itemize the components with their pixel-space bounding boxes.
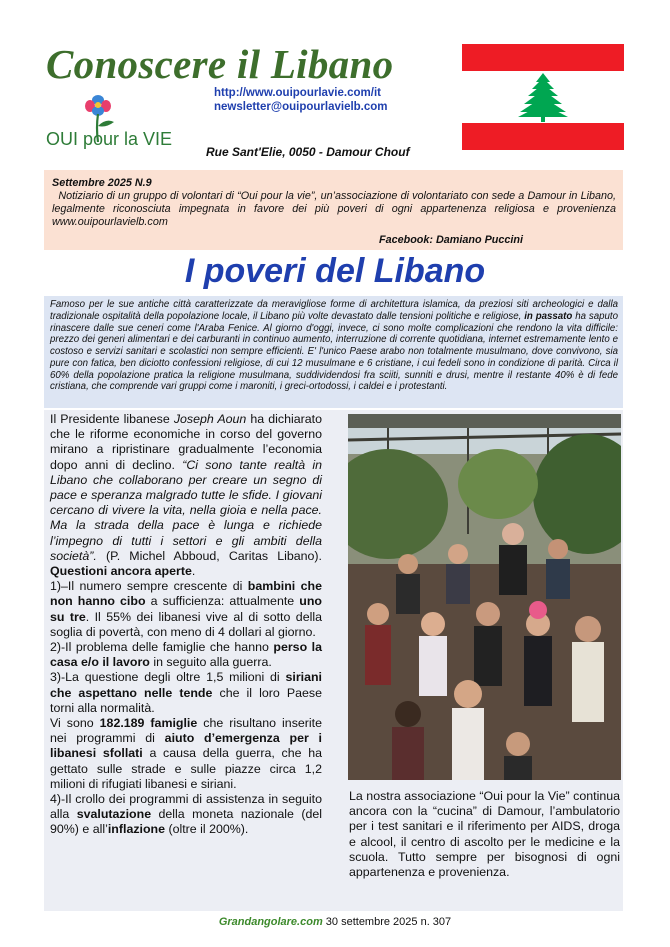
paragraph-children: 1)–Il numero sempre crescente di bambini che non hanno cibo a sufficienza: attualmente uno su tre. Il 55% dei libanesi vive al di sotto della soglia di povertà, con meno di 4 dollari al giorno. — [50, 579, 322, 639]
paragraph-families: 2)-Il problema delle famiglie che hanno perso la casa e/o il lavoro in seguito alla guerra. — [50, 640, 322, 670]
paragraph-president: Il Presidente libanese Joseph Aoun ha dichiarato che le riforme economiche in corso del governo mirano a ripristinare gradualmente l’economia dopo anni di declino. “Ci sono tante realtà in Libano che collaborano per creare un segno di pace e speranza malgrado tutte le sfide. I giovani cercano di vivere la vita, nella gioia e nella pace. Ma la strada della pace è lunga e richiede l’impegno di tutti i settori e gli ambiti della società”. (P. Michel Abboud, Caritas Libano). Questioni ancora aperte. — [50, 412, 322, 579]
page-footer — [0, 916, 670, 928]
logo-wordmark: OUI pour la VIE — [46, 129, 173, 149]
issue-label: Settembre 2025 N.9 — [52, 177, 152, 189]
facebook-credit: Facebook: Damiano Puccini — [379, 234, 523, 246]
article-right-column: La nostra associazione “Oui pour la Vie” continua ancora con la “cucina” di Damour, l’ambulatorio per i test sanitari e il riferimento per AIDS, droga e alcool, il centro di ascolto per le medicine e la scuola. Tutto sempre per bisognosi di ogni appartenenza e provenienza. — [349, 789, 620, 880]
article-summary: Famoso per le sue antiche città caratterizzate da meravigliose forme di architettura islamica, da preziosi siti archeologici e dalla tradizionale ospitalità della popolazione locale, il Libano più volte devastato dalle tensioni politiche e religiose, in passato ha saputo rinascere dalle sue ceneri come l'Araba Fenice. Al giorno d'oggi, invece, ci sono molte complicazioni che rendono la vita difficile: prezzo dei generi alimentari e dei carburanti in continuo aumento, interruzione di corrente quotidiana, internet estremamente lento e costoso e servizi sanitari e scolastici non sempre efficienti. E' l'unico Paese arabo non totalmente musulmano, dove convivono, sia pure con fatica, ben diciotto confessioni religiose, di cui 12 musulmane e 6 cristiane, i cui fedeli sono in condizione di parità. Circa il 60% della popolazione pratica la religione musulmana, suddividendosi fra sciiti, sunniti e drusi, mentre il restante 40% è di fede cristiana, che comprende vari gruppi come i maroniti, i greci-ortodossi, i caldei e i protestanti. — [50, 299, 618, 393]
paragraph-devaluation: 4)-Il crollo dei programmi di assistenza in seguito alla svalutazione della moneta nazionale (del 90%) e all’inflazione (oltre il 200%). — [50, 792, 322, 837]
address: Rue Sant'Elie, 0050 - Damour Chouf — [206, 145, 410, 159]
newsletter-intro: Notiziario di un gruppo di volontari di “Oui pour la vie”, un’associazione di volontariato con sede a Damour in Libano, legalmente riconosciuta impegnata in favore dei più poveri di ogni appartenenza religiosa e provenienza www.ouipourlavielb.com — [52, 190, 616, 229]
children-group-photo — [348, 414, 621, 780]
article-headline: I poveri del Libano — [184, 252, 486, 290]
article-left-column — [50, 412, 322, 838]
footer-date: 30 settembre 2025 n. 307 — [325, 916, 452, 928]
paragraph-displaced: Vi sono 182.189 famiglie che risultano inserite nei programmi di aiuto d’emergenza per i libanesi sfollati a causa della guerra, che ha gettato sulle strade e sulle piazze circa 1,2 milioni di rifugiati libanesi e siriani. — [50, 716, 322, 791]
newsletter-title: Conoscere il Libano — [46, 41, 394, 87]
contact-links — [214, 86, 388, 114]
email-link[interactable]: newsletter@ouipourlavielb.com — [214, 101, 388, 113]
lebanon-flag — [462, 44, 624, 150]
website-link[interactable]: http://www.ouipourlavie.com/it — [214, 87, 381, 99]
paragraph-syrians: 3)-La questione degli oltre 1,5 milioni di siriani che aspettano nelle tende che il loro Paese torni alla normalità. — [50, 670, 323, 715]
footer-site[interactable]: Grandangolare.com — [218, 916, 323, 928]
